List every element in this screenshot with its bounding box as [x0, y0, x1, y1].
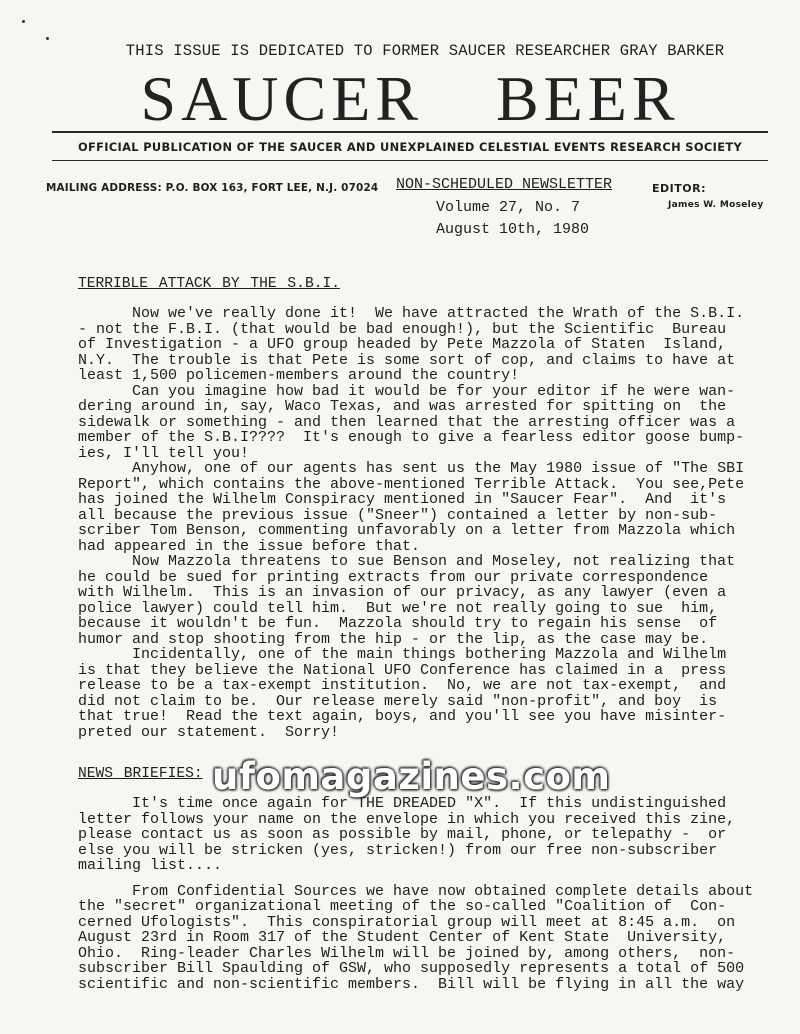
text-line: scientific and non-scientific members. Bill will be flying in all the way [78, 975, 745, 993]
masthead-title: SAUCER BEER [140, 63, 680, 134]
text-line: that true! Read the text again, boys, and you'll see you have misinter- [78, 708, 727, 725]
text-line: Ohio. Ring-leader Charles Wilhelm will be joined by, among others, non- [78, 944, 736, 962]
paragraph-gap [78, 874, 778, 884]
watermark-logo: ufomagazines.com [212, 755, 611, 798]
text-line: has joined the Wilhelm Conspiracy mentioned in "Saucer Fear". And it's [78, 491, 727, 508]
text-line: Can you imagine how bad it would be for your editor if he were wan- [78, 382, 736, 400]
text-line: humor and stop shooting from the hip - or the lip, as the case may be. [78, 630, 709, 648]
text-line: N.Y. The trouble is that Pete is some sort of cop, and claims to have at [78, 351, 736, 369]
text-line: of Investigation - a UFO group headed by Pete Mazzola of Staten Island, [78, 336, 727, 353]
issue-date: August 10th, 1980 [436, 221, 590, 238]
text-line: dering around in, say, Waco Texas, and was arrested for spitting on the [78, 398, 727, 415]
section-heading: NEWS BRIEFIES: [78, 766, 203, 782]
text-line: Incidentally, one of the main things bothering Mazzola and Wilhelm [78, 646, 727, 663]
volume-number: Volume 27, No. 7 [436, 199, 581, 216]
text-line: police lawyer) could tell him. But we're not really going to sue him, [78, 599, 718, 617]
text-line: cerned Ufologists". This conspiratorial group will meet at 8:45 a.m. on [78, 913, 736, 931]
text-line: It's time once again for THE DREADED "X". If this undistinguished [78, 795, 727, 812]
text-line: August 23rd in Room 317 of the Student Center of Kent State University, [78, 929, 727, 946]
text-line: Now we've really done it! We have attracted the Wrath of the S.B.I. [78, 305, 745, 322]
text-line: From Confidential Sources we have now obtained complete details about [78, 882, 754, 900]
text-line: Now Mazzola threatens to sue Benson and Moseley, not realizing that [78, 553, 736, 570]
article-heading: TERRIBLE ATTACK BY THE S.B.I. [78, 276, 340, 292]
text-line: scriber Tom Benson, commenting unfavorably on a letter from Mazzola which [78, 522, 736, 539]
text-line: preted our statement. Sorry! [78, 723, 340, 741]
newsletter-type: NON-SCHEDULED NEWSLETTER [396, 176, 613, 193]
divider [52, 160, 768, 161]
article-body [78, 306, 778, 740]
dedication-line: THIS ISSUE IS DEDICATED TO FORMER SAUCER RESEARCHER GRAY BARKER [125, 42, 725, 60]
editor-label: EDITOR: [652, 182, 706, 195]
text-line: least 1,500 policemen-members around the country! [78, 367, 520, 384]
text-line: is that they believe the National UFO Conference has claimed in a press [78, 661, 727, 679]
speck-mark [22, 20, 25, 23]
text-line: release to be a tax-exempt institution. No, we are not tax-exempt, and [78, 677, 727, 694]
text-line: Report", which contains the above-mentioned Terrible Attack. You see,Pete [78, 475, 745, 493]
text-line: all because the previous issue ("Sneer") contained a letter by non-sub- [78, 506, 718, 524]
mailing-address: MAILING ADDRESS: P.O. BOX 163, FORT LEE, N.J. 07024 [46, 182, 379, 194]
text-line: the "secret" organizational meeting of the so-called "Coalition of Con- [78, 898, 727, 915]
speck-mark [46, 37, 49, 40]
text-line: mailing list.... [78, 857, 223, 874]
text-line: letter follows your name on the envelope in which you received this zine, [78, 810, 736, 828]
text-line: else you will be stricken (yes, stricken!) from our free non-subscriber [78, 841, 718, 859]
text-line: member of the S.B.I???? It's enough to give a fearless editor goose bump- [78, 429, 745, 446]
text-line: with Wilhelm. This is an invasion of our privacy, as any lawyer (even a [78, 584, 727, 601]
divider [52, 131, 768, 133]
text-line: sidewalk or something - and then learned that the arresting officer was a [78, 413, 736, 431]
text-line: had appeared in the issue before that. [78, 537, 421, 555]
text-line: subscriber Bill Spaulding of GSW, who supposedly represents a total of 500 [78, 960, 745, 977]
text-line: ies, I'll tell you! [78, 444, 250, 462]
section-body [78, 796, 778, 992]
text-line: he could be sued for printing extracts from our private correspondence [78, 568, 709, 586]
text-line: did not claim to be. Our release merely said "non-profit", and boy is [78, 692, 718, 710]
text-line: please contact us as soon as possible by mail, phone, or telepathy - or [78, 826, 727, 843]
text-line: because it wouldn't be fun. Mazzola should try to regain his sense of [78, 615, 718, 632]
text-line: - not the F.B.I. (that would be bad enough!), but the Scientific Bureau [78, 320, 727, 338]
editor-name: James W. Moseley [668, 200, 764, 210]
publication-subtitle: OFFICIAL PUBLICATION OF THE SAUCER AND UNEXPLAINED CELESTIAL EVENTS RESEARCH SOCIETY [77, 140, 743, 154]
text-line: Anyhow, one of our agents has sent us the May 1980 issue of "The SBI [78, 460, 745, 477]
